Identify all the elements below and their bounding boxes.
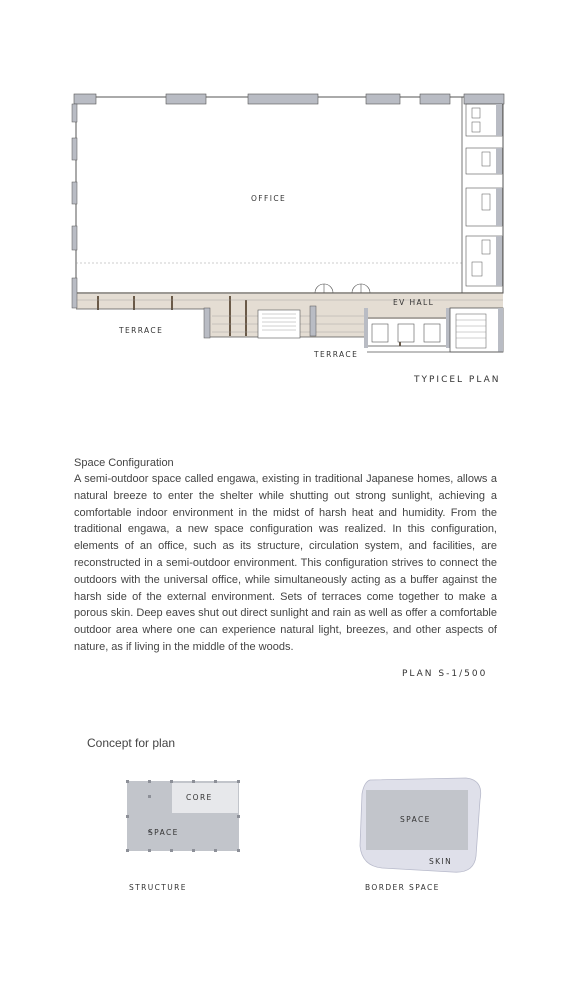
plan-caption: TYPICEL PLAN (414, 375, 501, 385)
scale-label: PLAN S-1/500 (402, 669, 488, 679)
concept-title: Concept for plan (87, 736, 176, 750)
body-paragraph: A semi-outdoor space called engawa, existing in traditional Japanese homes, allows a natural breeze to enter the shelter while shutting out strong sunlight, achieving a comfortable indoor environment in the midst of harsh heat and humidity. From the traditional engawa, a new space configuration was realized. In this configuration, elements of an office, such as its structure, circulation system, and facilities, are reconstructed in a semi-outdoor environment. This configuration strives to connect the outdoors with the universal office, while simultaneously acting as a buffer against the harsh side of the external environment. Sets of terraces come together to make a porous skin. Deep eaves shut out direct sunlight and rain as well as offer a comfortable outdoor area where one can experience natural light, breezes, and other aspects of nature, as if living in the middle of the woods. (74, 473, 497, 653)
structure-caption: STRUCTURE (129, 883, 187, 892)
structure-space-label: SPACE (148, 828, 179, 837)
border-space-caption: BORDER SPACE (365, 883, 440, 892)
floor-plan (0, 0, 582, 400)
terrace-bottom-label: TERRACE (314, 350, 359, 359)
corridor-floor (76, 292, 503, 309)
floor-plan-drawing (0, 0, 582, 400)
ev-hall-floor (367, 309, 450, 319)
stair-core (258, 310, 300, 338)
section-heading: Space Configuration (74, 457, 174, 469)
terrace-left-label: TERRACE (119, 326, 164, 335)
office-outline (76, 97, 503, 293)
border-space-diagram (356, 776, 486, 876)
structure-diagram (126, 780, 242, 854)
ev-hall-label: EV HALL (393, 298, 435, 307)
border-space-label: SPACE (400, 815, 431, 824)
border-skin-label: SKIN (429, 857, 453, 866)
office-label: OFFICE (251, 194, 287, 203)
structure-core-label: CORE (186, 793, 213, 802)
